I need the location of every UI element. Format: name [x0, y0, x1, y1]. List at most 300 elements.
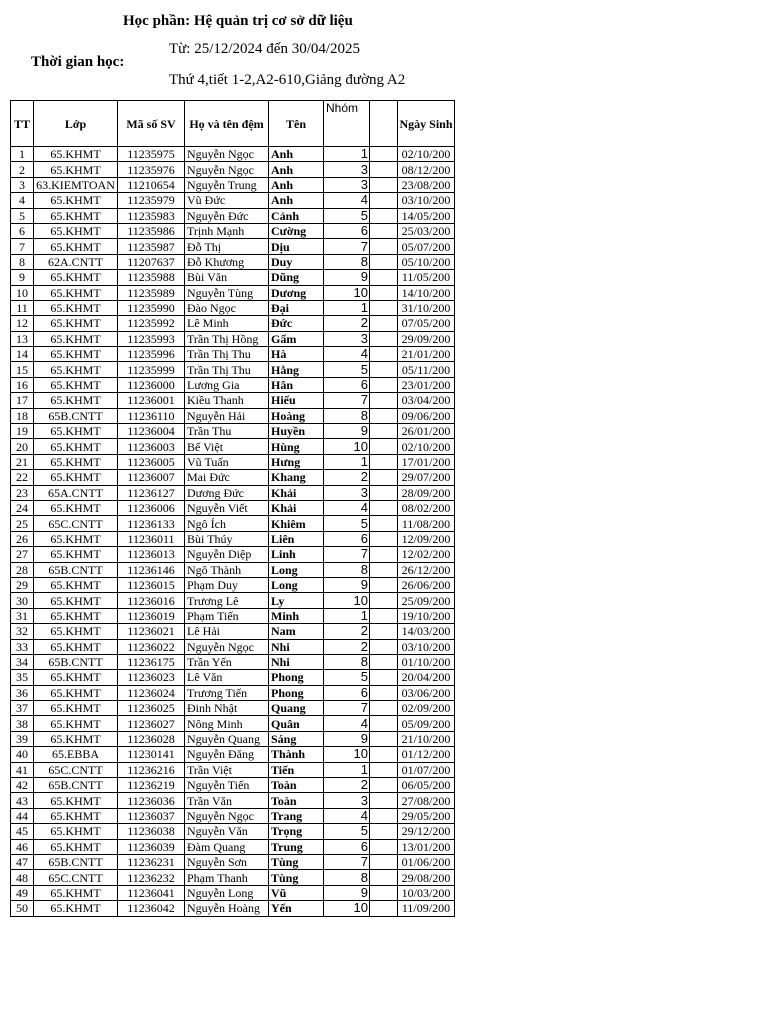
cell-class: 65.KHMT [34, 470, 118, 485]
cell-tt: 5 [11, 208, 34, 223]
cell-birthdate: 09/06/200 [398, 408, 455, 423]
cell-name: Khiêm [269, 516, 324, 531]
cell-name: Dũng [269, 270, 324, 285]
cell-name: Anh [269, 177, 324, 192]
cell-student-id: 11236038 [118, 824, 185, 839]
cell-student-id: 11236133 [118, 516, 185, 531]
table-row [11, 300, 455, 315]
table-row [11, 654, 455, 669]
cell-group: 9 [324, 885, 370, 900]
cell-student-id: 11230141 [118, 747, 185, 762]
cell-group: 6 [324, 377, 370, 392]
cell-class: 65C.CNTT [34, 516, 118, 531]
cell-class: 65.KHMT [34, 839, 118, 854]
cell-group: 1 [324, 608, 370, 623]
table-row [11, 393, 455, 408]
cell-surname: Phạm Duy [185, 577, 269, 592]
table-row [11, 454, 455, 469]
cell-group: 3 [324, 177, 370, 192]
cell-student-id: 11235993 [118, 331, 185, 346]
cell-tt: 15 [11, 362, 34, 377]
cell-group: 10 [324, 901, 370, 916]
cell-class: 65.KHMT [34, 885, 118, 900]
cell-class: 65.KHMT [34, 808, 118, 823]
cell-surname: Đinh Nhật [185, 701, 269, 716]
cell-student-id: 11236028 [118, 731, 185, 746]
table-row [11, 239, 455, 254]
cell-birthdate: 11/05/200 [398, 270, 455, 285]
cell-name: Dương [269, 285, 324, 300]
cell-student-id: 11236219 [118, 778, 185, 793]
cell-surname: Nguyễn Đăng [185, 747, 269, 762]
cell-student-id: 11235979 [118, 193, 185, 208]
cell-blank [370, 347, 398, 362]
cell-tt: 40 [11, 747, 34, 762]
cell-name: Trung [269, 839, 324, 854]
cell-birthdate: 20/04/200 [398, 670, 455, 685]
cell-class: 65.KHMT [34, 239, 118, 254]
cell-name: Phong [269, 670, 324, 685]
student-table [10, 100, 455, 917]
cell-group: 4 [324, 193, 370, 208]
cell-blank [370, 839, 398, 854]
cell-surname: Nguyễn Trung [185, 177, 269, 192]
cell-class: 65.KHMT [34, 362, 118, 377]
cell-tt: 10 [11, 285, 34, 300]
cell-surname: Trần Thị Thu [185, 362, 269, 377]
cell-surname: Bùi Thúy [185, 531, 269, 546]
cell-blank [370, 531, 398, 546]
table-row [11, 731, 455, 746]
table-row [11, 193, 455, 208]
cell-blank [370, 901, 398, 916]
cell-tt: 4 [11, 193, 34, 208]
table-row [11, 593, 455, 608]
cell-birthdate: 03/04/200 [398, 393, 455, 408]
table-row [11, 362, 455, 377]
cell-surname: Lương Gia [185, 377, 269, 392]
cell-group: 10 [324, 285, 370, 300]
cell-name: Huyền [269, 424, 324, 439]
cell-blank [370, 547, 398, 562]
cell-tt: 2 [11, 162, 34, 177]
cell-birthdate: 06/05/200 [398, 778, 455, 793]
cell-name: Hoàng [269, 408, 324, 423]
cell-tt: 6 [11, 223, 34, 238]
cell-birthdate: 27/08/200 [398, 793, 455, 808]
cell-name: Cảnh [269, 208, 324, 223]
cell-blank [370, 608, 398, 623]
cell-blank [370, 362, 398, 377]
cell-birthdate: 25/09/200 [398, 593, 455, 608]
cell-birthdate: 01/10/200 [398, 654, 455, 669]
table-row [11, 147, 455, 162]
cell-birthdate: 26/01/200 [398, 424, 455, 439]
cell-birthdate: 14/10/200 [398, 285, 455, 300]
cell-blank [370, 808, 398, 823]
cell-student-id: 11236025 [118, 701, 185, 716]
cell-student-id: 11236175 [118, 654, 185, 669]
table-row [11, 778, 455, 793]
cell-blank [370, 670, 398, 685]
cell-student-id: 11236216 [118, 762, 185, 777]
cell-name: Đức [269, 316, 324, 331]
cell-group: 8 [324, 254, 370, 269]
cell-blank [370, 177, 398, 192]
cell-blank [370, 762, 398, 777]
cell-student-id: 11236027 [118, 716, 185, 731]
table-row [11, 470, 455, 485]
cell-blank [370, 193, 398, 208]
table-row [11, 854, 455, 869]
cell-surname: Đàm Quang [185, 839, 269, 854]
cell-tt: 25 [11, 516, 34, 531]
cell-group: 4 [324, 716, 370, 731]
cell-blank [370, 870, 398, 885]
cell-tt: 50 [11, 901, 34, 916]
cell-student-id: 11235996 [118, 347, 185, 362]
cell-name: Hằng [269, 362, 324, 377]
col-header-group [324, 101, 370, 147]
cell-class: 65A.CNTT [34, 485, 118, 500]
cell-blank [370, 316, 398, 331]
cell-student-id: 11235999 [118, 362, 185, 377]
cell-student-id: 11236023 [118, 670, 185, 685]
col-header-blank [370, 101, 398, 147]
cell-class: 65.KHMT [34, 393, 118, 408]
cell-surname: Trương Tiến [185, 685, 269, 700]
cell-name: Khải [269, 485, 324, 500]
cell-name: Hưng [269, 454, 324, 469]
cell-birthdate: 29/12/200 [398, 824, 455, 839]
cell-surname: Kiều Thanh [185, 393, 269, 408]
cell-group: 4 [324, 808, 370, 823]
cell-surname: Ngô Ích [185, 516, 269, 531]
cell-birthdate: 11/09/200 [398, 901, 455, 916]
cell-group: 7 [324, 239, 370, 254]
cell-tt: 34 [11, 654, 34, 669]
table-row [11, 639, 455, 654]
cell-name: Gấm [269, 331, 324, 346]
cell-class: 65.KHMT [34, 439, 118, 454]
cell-tt: 16 [11, 377, 34, 392]
cell-blank [370, 624, 398, 639]
cell-blank [370, 685, 398, 700]
cell-class: 65.KHMT [34, 639, 118, 654]
cell-student-id: 11235975 [118, 147, 185, 162]
cell-birthdate: 28/09/200 [398, 485, 455, 500]
cell-blank [370, 577, 398, 592]
cell-student-id: 11236110 [118, 408, 185, 423]
cell-tt: 27 [11, 547, 34, 562]
cell-group: 8 [324, 562, 370, 577]
cell-tt: 29 [11, 577, 34, 592]
cell-tt: 37 [11, 701, 34, 716]
cell-tt: 32 [11, 624, 34, 639]
cell-surname: Trần Yến [185, 654, 269, 669]
cell-birthdate: 17/01/200 [398, 454, 455, 469]
cell-birthdate: 07/05/200 [398, 316, 455, 331]
table-row [11, 624, 455, 639]
cell-student-id: 11236007 [118, 470, 185, 485]
cell-student-id: 11235992 [118, 316, 185, 331]
cell-surname: Mai Đức [185, 470, 269, 485]
cell-group: 8 [324, 870, 370, 885]
cell-class: 65B.CNTT [34, 408, 118, 423]
cell-surname: Đào Ngọc [185, 300, 269, 315]
col-header-group-label: Nhóm [326, 101, 359, 115]
cell-group: 5 [324, 670, 370, 685]
cell-blank [370, 393, 398, 408]
cell-tt: 8 [11, 254, 34, 269]
cell-blank [370, 223, 398, 238]
table-row [11, 901, 455, 916]
cell-name: Trang [269, 808, 324, 823]
cell-surname: Dương Đức [185, 485, 269, 500]
table-row [11, 331, 455, 346]
cell-group: 4 [324, 347, 370, 362]
cell-student-id: 11236127 [118, 485, 185, 500]
table-row [11, 716, 455, 731]
cell-name: Sáng [269, 731, 324, 746]
cell-surname: Trịnh Mạnh [185, 223, 269, 238]
cell-surname: Bùi Văn [185, 270, 269, 285]
cell-blank [370, 639, 398, 654]
cell-student-id: 11236146 [118, 562, 185, 577]
table-row [11, 701, 455, 716]
cell-tt: 17 [11, 393, 34, 408]
table-row [11, 870, 455, 885]
cell-student-id: 11236231 [118, 854, 185, 869]
cell-name: Nam [269, 624, 324, 639]
cell-surname: Đỗ Khương [185, 254, 269, 269]
cell-tt: 45 [11, 824, 34, 839]
cell-surname: Trần Việt [185, 762, 269, 777]
cell-name: Phong [269, 685, 324, 700]
cell-student-id: 11235986 [118, 223, 185, 238]
course-schedule: Thứ 4,tiết 1-2,A2-610,Giảng đường A2 [169, 72, 406, 88]
cell-surname: Nguyễn Ngọc [185, 162, 269, 177]
cell-surname: Trần Thị Hồng [185, 331, 269, 346]
cell-group: 7 [324, 547, 370, 562]
cell-surname: Lê Văn [185, 670, 269, 685]
cell-student-id: 11236015 [118, 577, 185, 592]
cell-surname: Phạm Tiến [185, 608, 269, 623]
cell-group: 8 [324, 654, 370, 669]
cell-student-id: 11210654 [118, 177, 185, 192]
cell-class: 65.KHMT [34, 670, 118, 685]
cell-birthdate: 12/09/200 [398, 531, 455, 546]
cell-blank [370, 454, 398, 469]
table-row [11, 439, 455, 454]
cell-class: 65.KHMT [34, 454, 118, 469]
cell-birthdate: 03/10/200 [398, 639, 455, 654]
cell-name: Nhi [269, 654, 324, 669]
cell-class: 65.KHMT [34, 547, 118, 562]
cell-tt: 28 [11, 562, 34, 577]
cell-blank [370, 885, 398, 900]
cell-student-id: 11236042 [118, 901, 185, 916]
cell-tt: 33 [11, 639, 34, 654]
table-row [11, 562, 455, 577]
cell-birthdate: 14/03/200 [398, 624, 455, 639]
cell-group: 2 [324, 470, 370, 485]
cell-birthdate: 29/05/200 [398, 808, 455, 823]
cell-tt: 38 [11, 716, 34, 731]
cell-student-id: 11236001 [118, 393, 185, 408]
cell-blank [370, 485, 398, 500]
cell-class: 65B.CNTT [34, 778, 118, 793]
cell-blank [370, 593, 398, 608]
cell-student-id: 11236037 [118, 808, 185, 823]
cell-class: 65.EBBA [34, 747, 118, 762]
cell-student-id: 11235976 [118, 162, 185, 177]
table-row [11, 762, 455, 777]
cell-birthdate: 05/11/200 [398, 362, 455, 377]
cell-student-id: 11236003 [118, 439, 185, 454]
cell-group: 1 [324, 454, 370, 469]
cell-blank [370, 701, 398, 716]
cell-tt: 39 [11, 731, 34, 746]
cell-class: 65.KHMT [34, 223, 118, 238]
cell-birthdate: 26/06/200 [398, 577, 455, 592]
cell-group: 10 [324, 593, 370, 608]
cell-group: 7 [324, 854, 370, 869]
cell-surname: Nguyễn Tiến [185, 778, 269, 793]
cell-group: 9 [324, 270, 370, 285]
cell-name: Long [269, 562, 324, 577]
course-title: Học phần: Hệ quản trị cơ sở dữ liệu [123, 13, 353, 29]
cell-birthdate: 19/10/200 [398, 608, 455, 623]
cell-tt: 26 [11, 531, 34, 546]
cell-class: 65.KHMT [34, 300, 118, 315]
cell-name: Nhi [269, 639, 324, 654]
cell-surname: Trần Thu [185, 424, 269, 439]
cell-surname: Vũ Tuấn [185, 454, 269, 469]
cell-student-id: 11235988 [118, 270, 185, 285]
cell-surname: Nguyễn Hải [185, 408, 269, 423]
cell-blank [370, 516, 398, 531]
cell-birthdate: 23/01/200 [398, 377, 455, 392]
cell-surname: Nguyễn Tùng [185, 285, 269, 300]
cell-name: Toàn [269, 793, 324, 808]
table-row [11, 177, 455, 192]
header-divider [369, 101, 370, 116]
cell-tt: 20 [11, 439, 34, 454]
cell-birthdate: 01/07/200 [398, 762, 455, 777]
cell-class: 65.KHMT [34, 147, 118, 162]
cell-blank [370, 424, 398, 439]
cell-class: 65.KHMT [34, 424, 118, 439]
cell-class: 65.KHMT [34, 624, 118, 639]
table-row [11, 531, 455, 546]
cell-class: 65.KHMT [34, 901, 118, 916]
table-row [11, 608, 455, 623]
cell-name: Trọng [269, 824, 324, 839]
cell-student-id: 11236013 [118, 547, 185, 562]
cell-surname: Lê Minh [185, 316, 269, 331]
cell-blank [370, 778, 398, 793]
cell-class: 62A.CNTT [34, 254, 118, 269]
cell-group: 5 [324, 516, 370, 531]
cell-group: 3 [324, 793, 370, 808]
cell-tt: 48 [11, 870, 34, 885]
cell-surname: Lê Hải [185, 624, 269, 639]
cell-class: 65.KHMT [34, 824, 118, 839]
cell-name: Tùng [269, 854, 324, 869]
cell-student-id: 11236005 [118, 454, 185, 469]
cell-class: 65C.CNTT [34, 762, 118, 777]
cell-birthdate: 13/01/200 [398, 839, 455, 854]
cell-birthdate: 29/09/200 [398, 331, 455, 346]
cell-name: Tùng [269, 870, 324, 885]
cell-blank [370, 854, 398, 869]
cell-name: Duy [269, 254, 324, 269]
cell-name: Linh [269, 547, 324, 562]
cell-name: Hà [269, 347, 324, 362]
table-row [11, 793, 455, 808]
cell-name: Dịu [269, 239, 324, 254]
cell-class: 65B.CNTT [34, 854, 118, 869]
cell-blank [370, 793, 398, 808]
table-row [11, 254, 455, 269]
cell-tt: 18 [11, 408, 34, 423]
cell-birthdate: 01/06/200 [398, 854, 455, 869]
cell-surname: Bế Việt [185, 439, 269, 454]
table-row [11, 808, 455, 823]
table-row [11, 885, 455, 900]
cell-birthdate: 11/08/200 [398, 516, 455, 531]
table-row [11, 485, 455, 500]
cell-group: 3 [324, 485, 370, 500]
cell-group: 9 [324, 577, 370, 592]
cell-name: Liên [269, 531, 324, 546]
table-header-row [11, 101, 455, 147]
cell-blank [370, 716, 398, 731]
cell-class: 65.KHMT [34, 685, 118, 700]
cell-student-id: 11236024 [118, 685, 185, 700]
cell-birthdate: 21/01/200 [398, 347, 455, 362]
cell-blank [370, 747, 398, 762]
cell-class: 65C.CNTT [34, 870, 118, 885]
table-row [11, 516, 455, 531]
cell-name: Yến [269, 901, 324, 916]
cell-class: 65.KHMT [34, 162, 118, 177]
cell-tt: 47 [11, 854, 34, 869]
cell-surname: Nguyễn Đức [185, 208, 269, 223]
cell-student-id: 11236022 [118, 639, 185, 654]
cell-birthdate: 02/10/200 [398, 147, 455, 162]
table-row [11, 547, 455, 562]
cell-birthdate: 29/07/200 [398, 470, 455, 485]
cell-blank [370, 470, 398, 485]
cell-student-id: 11235990 [118, 300, 185, 315]
time-label: Thời gian học: [31, 54, 125, 70]
table-row [11, 223, 455, 238]
cell-name: Tiến [269, 762, 324, 777]
cell-name: Quân [269, 716, 324, 731]
cell-student-id: 11236000 [118, 377, 185, 392]
cell-birthdate: 05/09/200 [398, 716, 455, 731]
cell-tt: 12 [11, 316, 34, 331]
cell-group: 2 [324, 624, 370, 639]
cell-tt: 19 [11, 424, 34, 439]
cell-class: 65.KHMT [34, 500, 118, 515]
cell-student-id: 11236006 [118, 500, 185, 515]
cell-class: 65.KHMT [34, 285, 118, 300]
cell-name: Vũ [269, 885, 324, 900]
cell-tt: 42 [11, 778, 34, 793]
